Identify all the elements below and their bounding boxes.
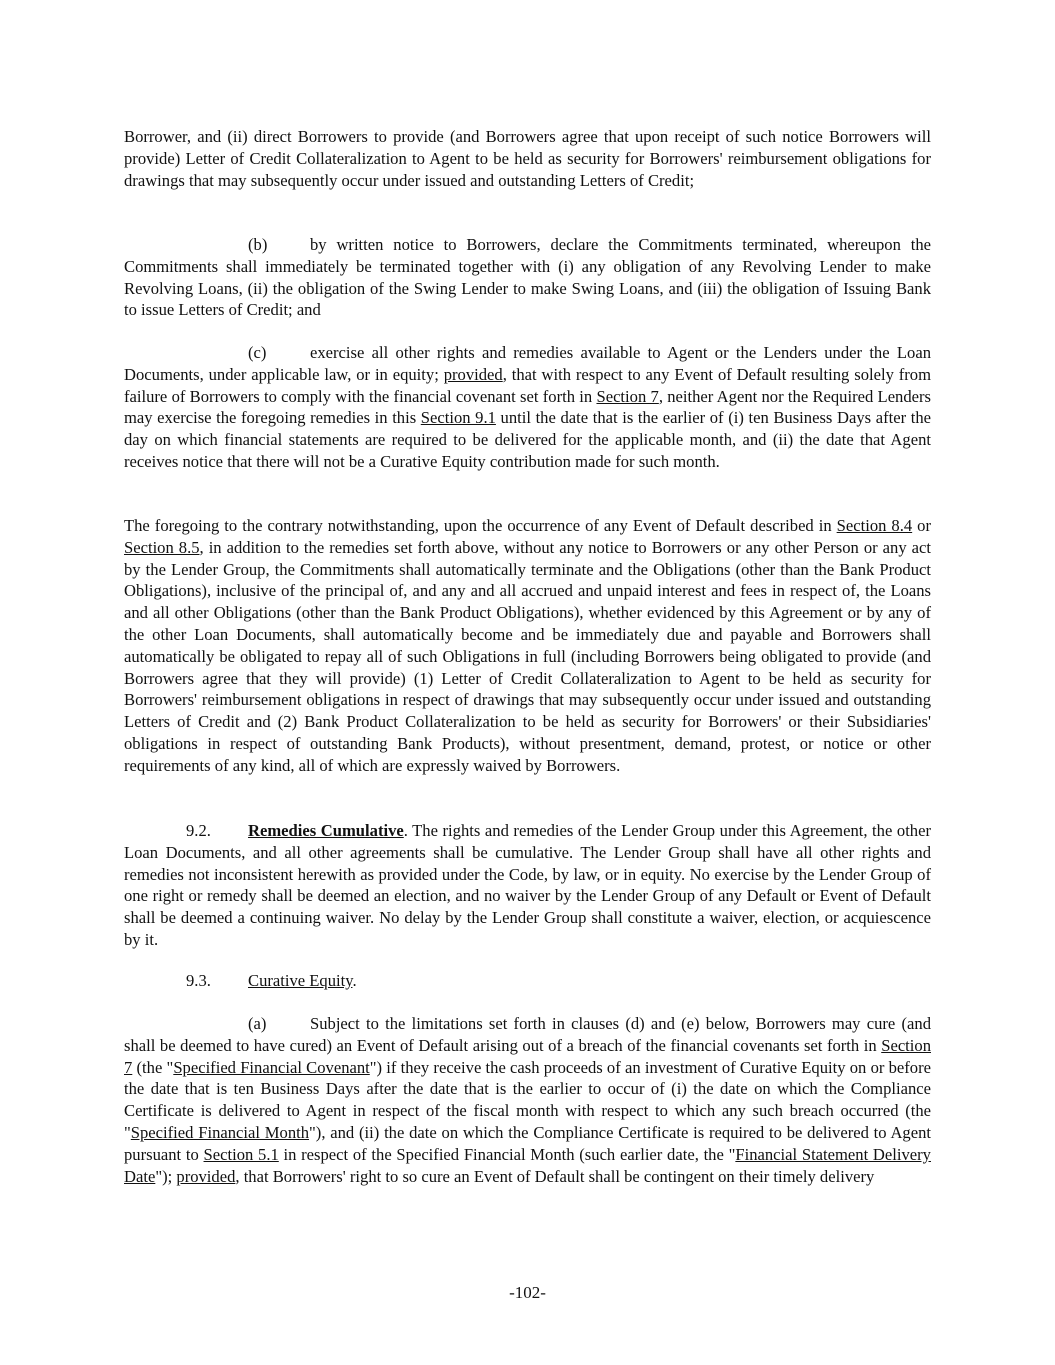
specified-financial-covenant-term: Specified Financial Covenant: [173, 1057, 370, 1077]
clause-label-9-3-a: (a): [248, 1014, 267, 1033]
financial-statement-delivery-date-term: Financial Statement Delivery Date: [124, 1144, 931, 1186]
section-9-3-number: 9.3.: [186, 971, 211, 990]
clause-label-c: (c): [248, 343, 267, 362]
section-9-3-title: Curative Equity: [248, 971, 353, 990]
section-9-2-title: Remedies Cumulative: [248, 821, 404, 840]
specified-financial-month-term: Specified Financial Month: [130, 1122, 310, 1142]
paragraph-continuation: Borrower, and (ii) direct Borrowers to provide (and Borrowers agree that upon receipt of such notice Borrowers will provide) Letter of Credit Collateralization to Agent to be held as security for Borrowers' reimbursement obligations for drawings that may subsequently occur under issued and outstanding Letters of Credit;: [124, 127, 931, 190]
clause-label-b: (b): [248, 235, 268, 254]
provided-term: provided: [443, 364, 503, 384]
section-7-ref: Section 7: [596, 386, 659, 406]
section-9-1-ref: Section 9.1: [420, 408, 496, 428]
section-8-4-ref: Section 8.4: [836, 516, 913, 535]
section-7-ref-2: Section 7: [124, 1035, 931, 1077]
provided-term-2: provided: [176, 1166, 236, 1186]
section-9-3-heading: 9.3. Curative Equity.: [186, 971, 357, 990]
section-5-1-ref: Section 5.1: [203, 1144, 279, 1164]
paragraph-c: (c) exercise all other rights and remedies available to Agent or the Lenders under the Loan Documents, under applicable law, or in equity; provided, that with respect to any Event of Default resulting solely from failure of Borrowers to comply with the financial covenant set forth in Section 7, neither Agent nor the Required Lenders may exercise the foregoing remedies in this Section 9.1 until the date that is the earlier of (i) ten Business Days after the day on which financial statements are required to be delivered for the applicable month, and (ii) the date that Agent receives notice that there will not be a Curative Equity contribution made for such month.: [124, 343, 932, 471]
paragraph-foregoing: The foregoing to the contrary notwithstanding, upon the occurrence of any Event of Default described in Section 8.4 or Section 8.5, in addition to the remedies set forth above, without any notice to Borrowers or any other Person or any act by the Lender Group, the Commitments shall automatically terminate and the Obligations (other than the Bank Product Obligations), inclusive of the principal of, and any and all accrued and unpaid interest and fees in respect of, the Loans and all other Obligations (other than the Bank Product Obligations), whether evidenced by this Agreement or by any of the other Loan Documents, shall automatically become and be immediately due and payable and Borrowers shall automatically be obligated to repay all of such Obligations in full (including Borrowers being obligated to provide (and Borrowers agree that they will provide) (1) Letter of Credit Collateralization to Agent to be held as security for Borrowers' reimbursement obligations in respect of drawings that may subsequently occur under issued and outstanding Letters of Credit and (2) Bank Product Collateralization to be held as security for Borrowers' or their Subsidiaries' obligations in respect of outstanding Bank Products), without presentment, demand, protest, or notice or other requirements of any kind, all of which are expressly waived by Borrowers.: [124, 516, 931, 775]
section-9-2: 9.2. Remedies Cumulative. The rights and remedies of the Lender Group under this Agreement, the other Loan Documents, and all other agreements shall be cumulative. The Lender Group shall have all other rights and remedies not inconsistent herewith as provided under the Code, by law, or in equity. No exercise by the Lender Group of one right or remedy shall be deemed an election, and no waiver by the Lender Group of any Default or Event of Default shall be deemed a continuing waiver. No delay by the Lender Group shall constitute a waiver, election, or acquiescence by it.: [124, 821, 931, 949]
paragraph-9-3-a: (a) Subject to the limitations set forth in clauses (d) and (e) below, Borrowers may cure (and shall be deemed to have cured) an Event of Default arising out of a breach of the financial covenants set forth in Section 7 (the "Specified Financial Covenant") if they receive the cash proceeds of an investment of Curative Equity on or before the date that is ten Business Days after the date that is the earlier to occur of (i) the date on which the Compliance Certificate is delivered to Agent in respect of the fiscal month with respect to which any such breach occurred (the "Specified Financial Month"), and (ii) the date on which the Compliance Certificate is required to be delivered to Agent pursuant to Section 5.1 in respect of the Specified Financial Month (such earlier date, the "Financial Statement Delivery Date"); provided, that Borrowers' right to so cure an Event of Default shall be contingent on their timely delivery: [124, 1014, 932, 1186]
section-9-2-number: 9.2.: [186, 821, 211, 840]
paragraph-b: (b) by written notice to Borrowers, declare the Commitments terminated, whereupon the Commitments shall immediately be terminated together with (i) any obligation of any Revolving Lender to make Revolving Loans, (ii) the obligation of the Swing Lender to make Swing Loans, and (iii) the obligation of Issuing Bank to issue Letters of Credit; and: [124, 235, 931, 320]
section-8-5-ref: Section 8.5: [124, 537, 200, 557]
page-number: -102-: [509, 1283, 546, 1302]
